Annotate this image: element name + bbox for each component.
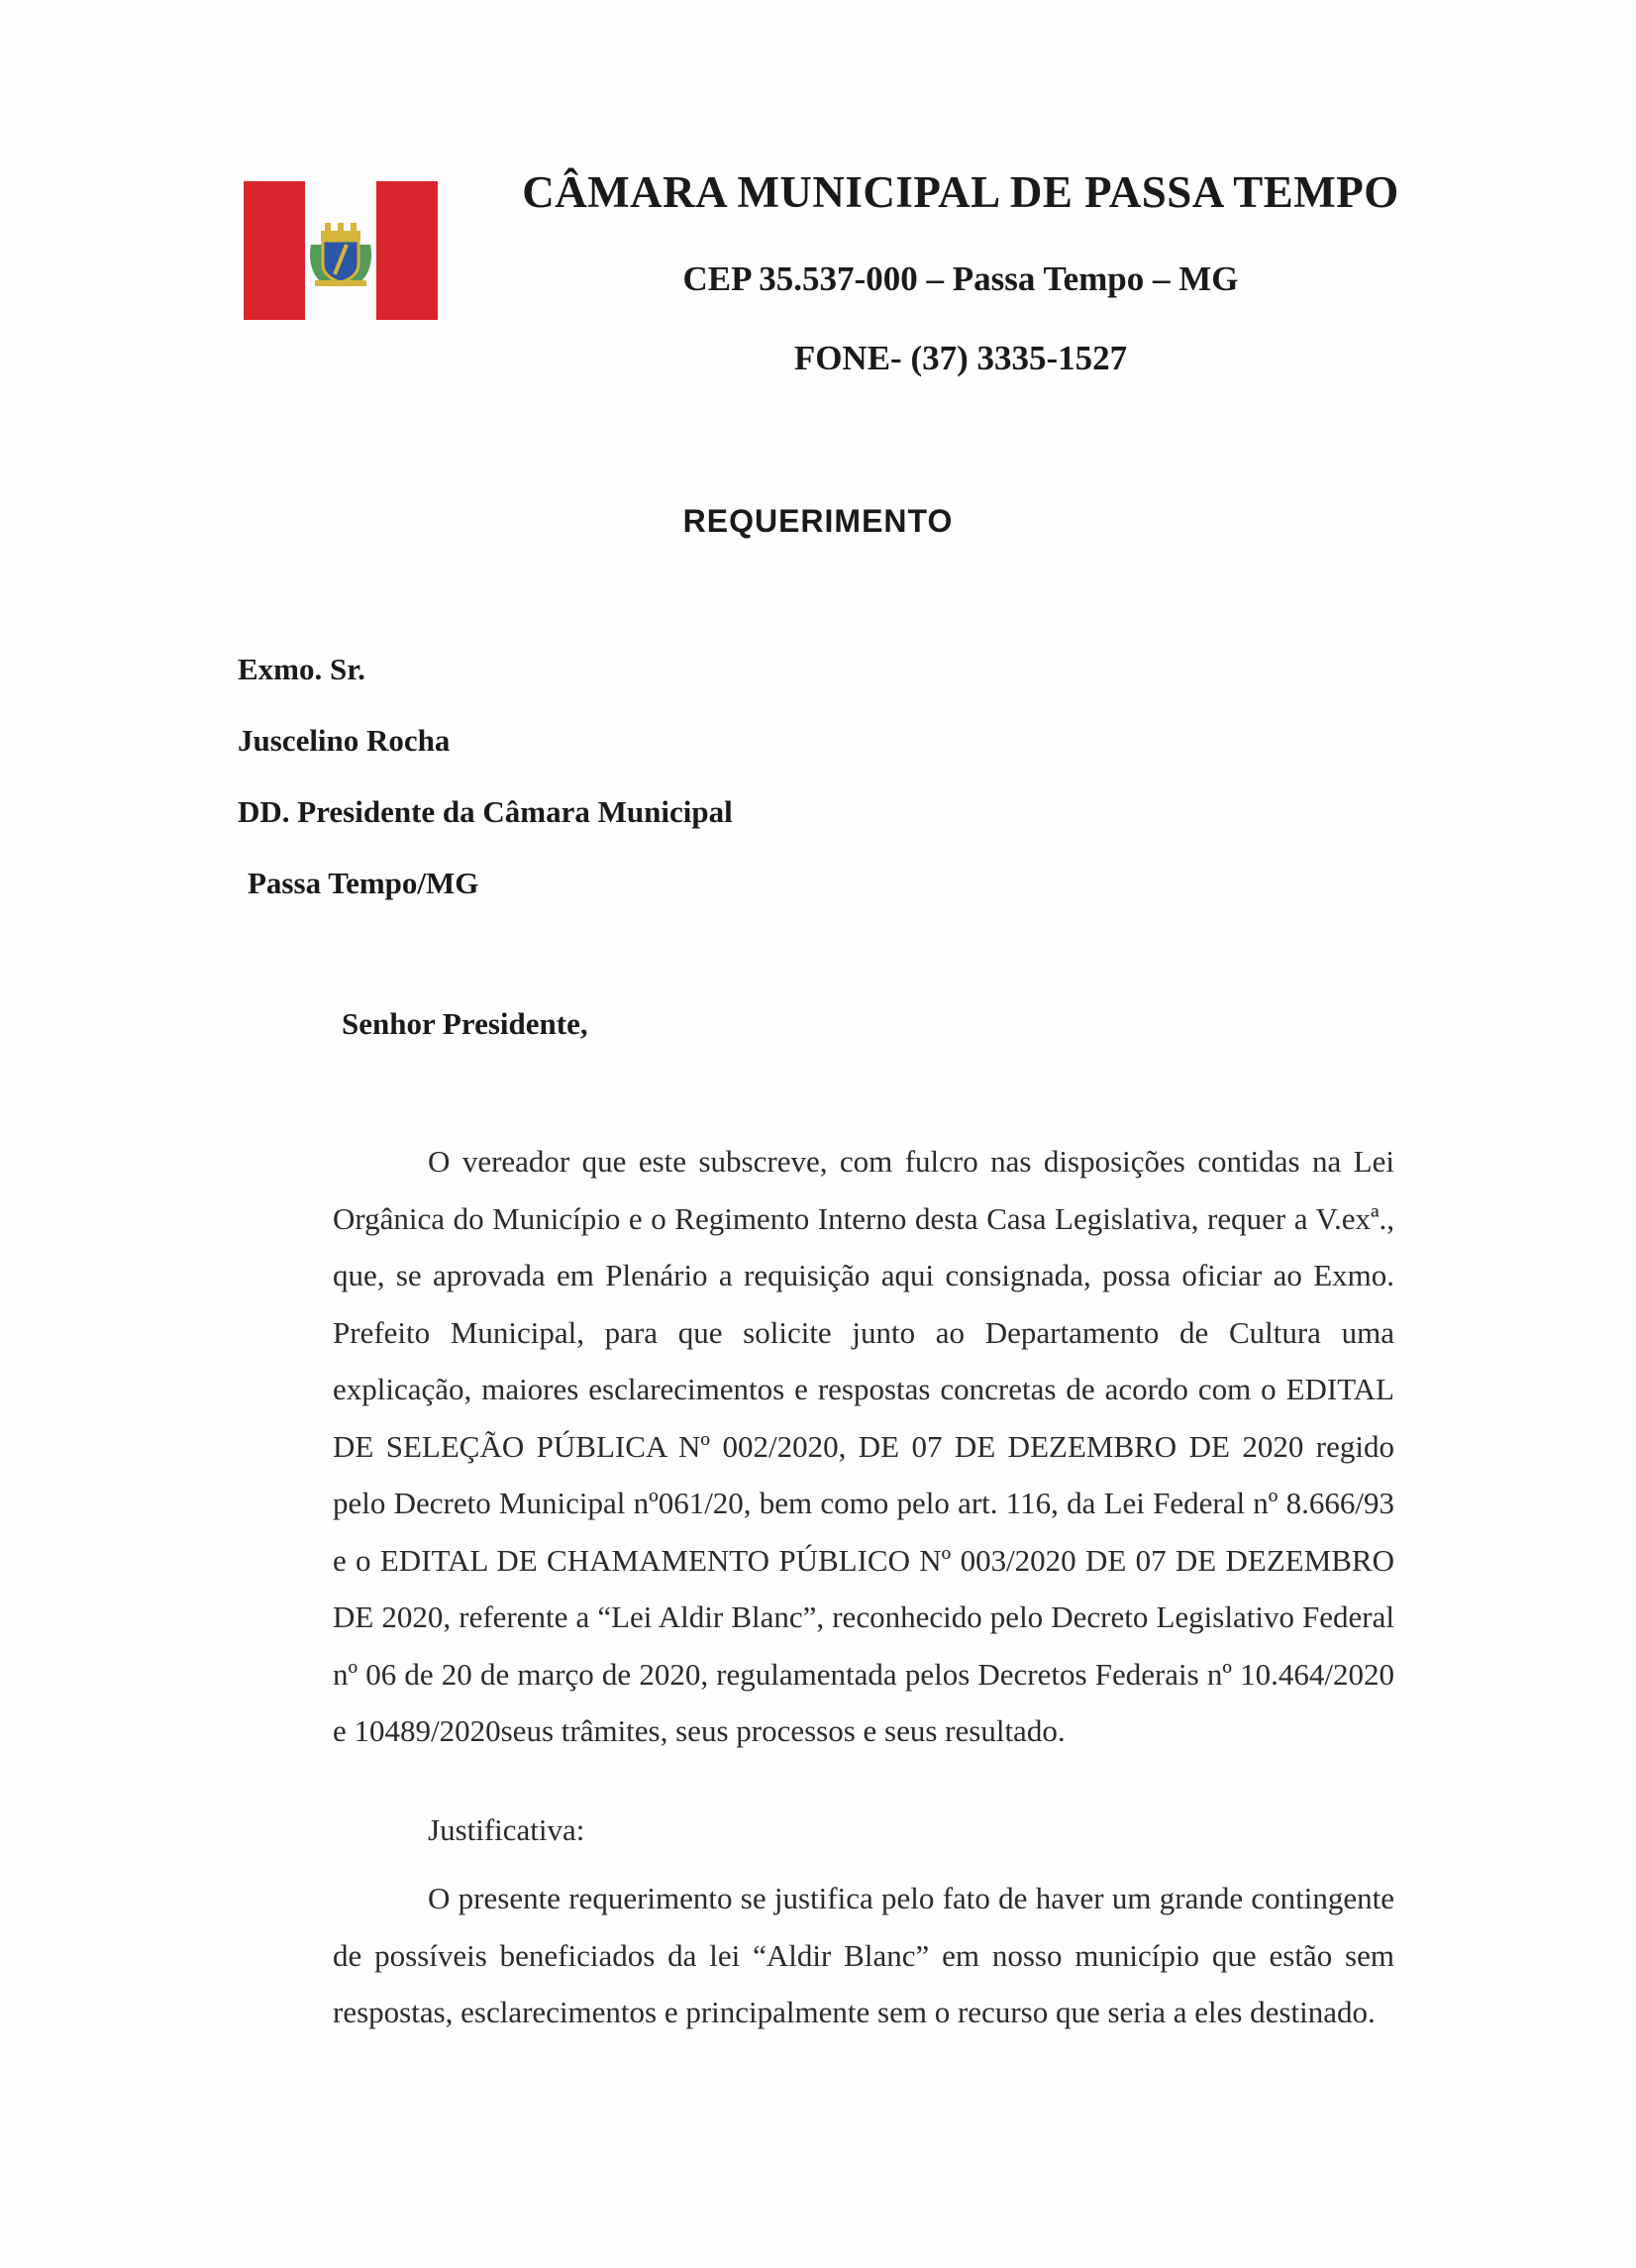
address-line-honorific: Exmo. Sr. bbox=[238, 652, 365, 686]
address-line-city: Passa Tempo/MG bbox=[248, 866, 479, 900]
request-paragraph bbox=[333, 1133, 1394, 1760]
chamber-address: CEP 35.537-000 – Passa Tempo – MG bbox=[682, 259, 1239, 298]
justification-paragraph-text: O presente requerimento se justifica pelo fato de haver um grande contingente de possíveis beneficiados da lei “Aldir Blanc” em nosso município que estão sem respostas, esclarecimentos e principalmente sem o recurso que seria a eles destinado. bbox=[333, 1881, 1394, 2029]
request-paragraph-text: O vereador que este subscreve, com fulcro nas disposições contidas na Lei Orgânica do Município e o Regimento Interno desta Casa Legislativa, requer a V.exª., que, se aprovada em Plenário a requisição aqui consignada, possa oficiar ao Exmo. Prefeito Municipal, para que solicite junto ao Departamento de Cultura uma explicação, maiores esclarecimentos e respostas concretas de acordo com o EDITAL DE SELEÇÃO PÚBLICA Nº 002/2020, DE 07 DE DEZEMBRO DE 2020 regido pelo Decreto Municipal nº061/20, bem como pelo art. 116, da Lei Federal nº 8.666/93 e o EDITAL DE CHAMAMENTO PÚBLICO Nº 003/2020 DE 07 DE DEZEMBRO DE 2020, referente a “Lei Aldir Blanc”, reconhecido pelo Decreto Legislativo Federal nº 06 de 20 de março de 2020, regulamentada pelos Decretos Federais nº 10.464/2020 e 10489/2020seus trâmites, seus processos e seus resultado. bbox=[333, 1144, 1394, 1748]
justification-paragraph bbox=[333, 1870, 1394, 2041]
chamber-phone: FONE- (37) 3335-1527 bbox=[793, 339, 1128, 377]
salutation: Senhor Presidente, bbox=[342, 1006, 588, 1041]
document-title: REQUERIMENTO bbox=[682, 503, 954, 539]
address-line-name: Juscelino Rocha bbox=[238, 723, 451, 758]
justification-label: Justificativa: bbox=[428, 1812, 585, 1847]
address-line-position: DD. Presidente da Câmara Municipal bbox=[238, 794, 733, 829]
chamber-name: CÂMARA MUNICIPAL DE PASSA TEMPO bbox=[522, 167, 1399, 217]
